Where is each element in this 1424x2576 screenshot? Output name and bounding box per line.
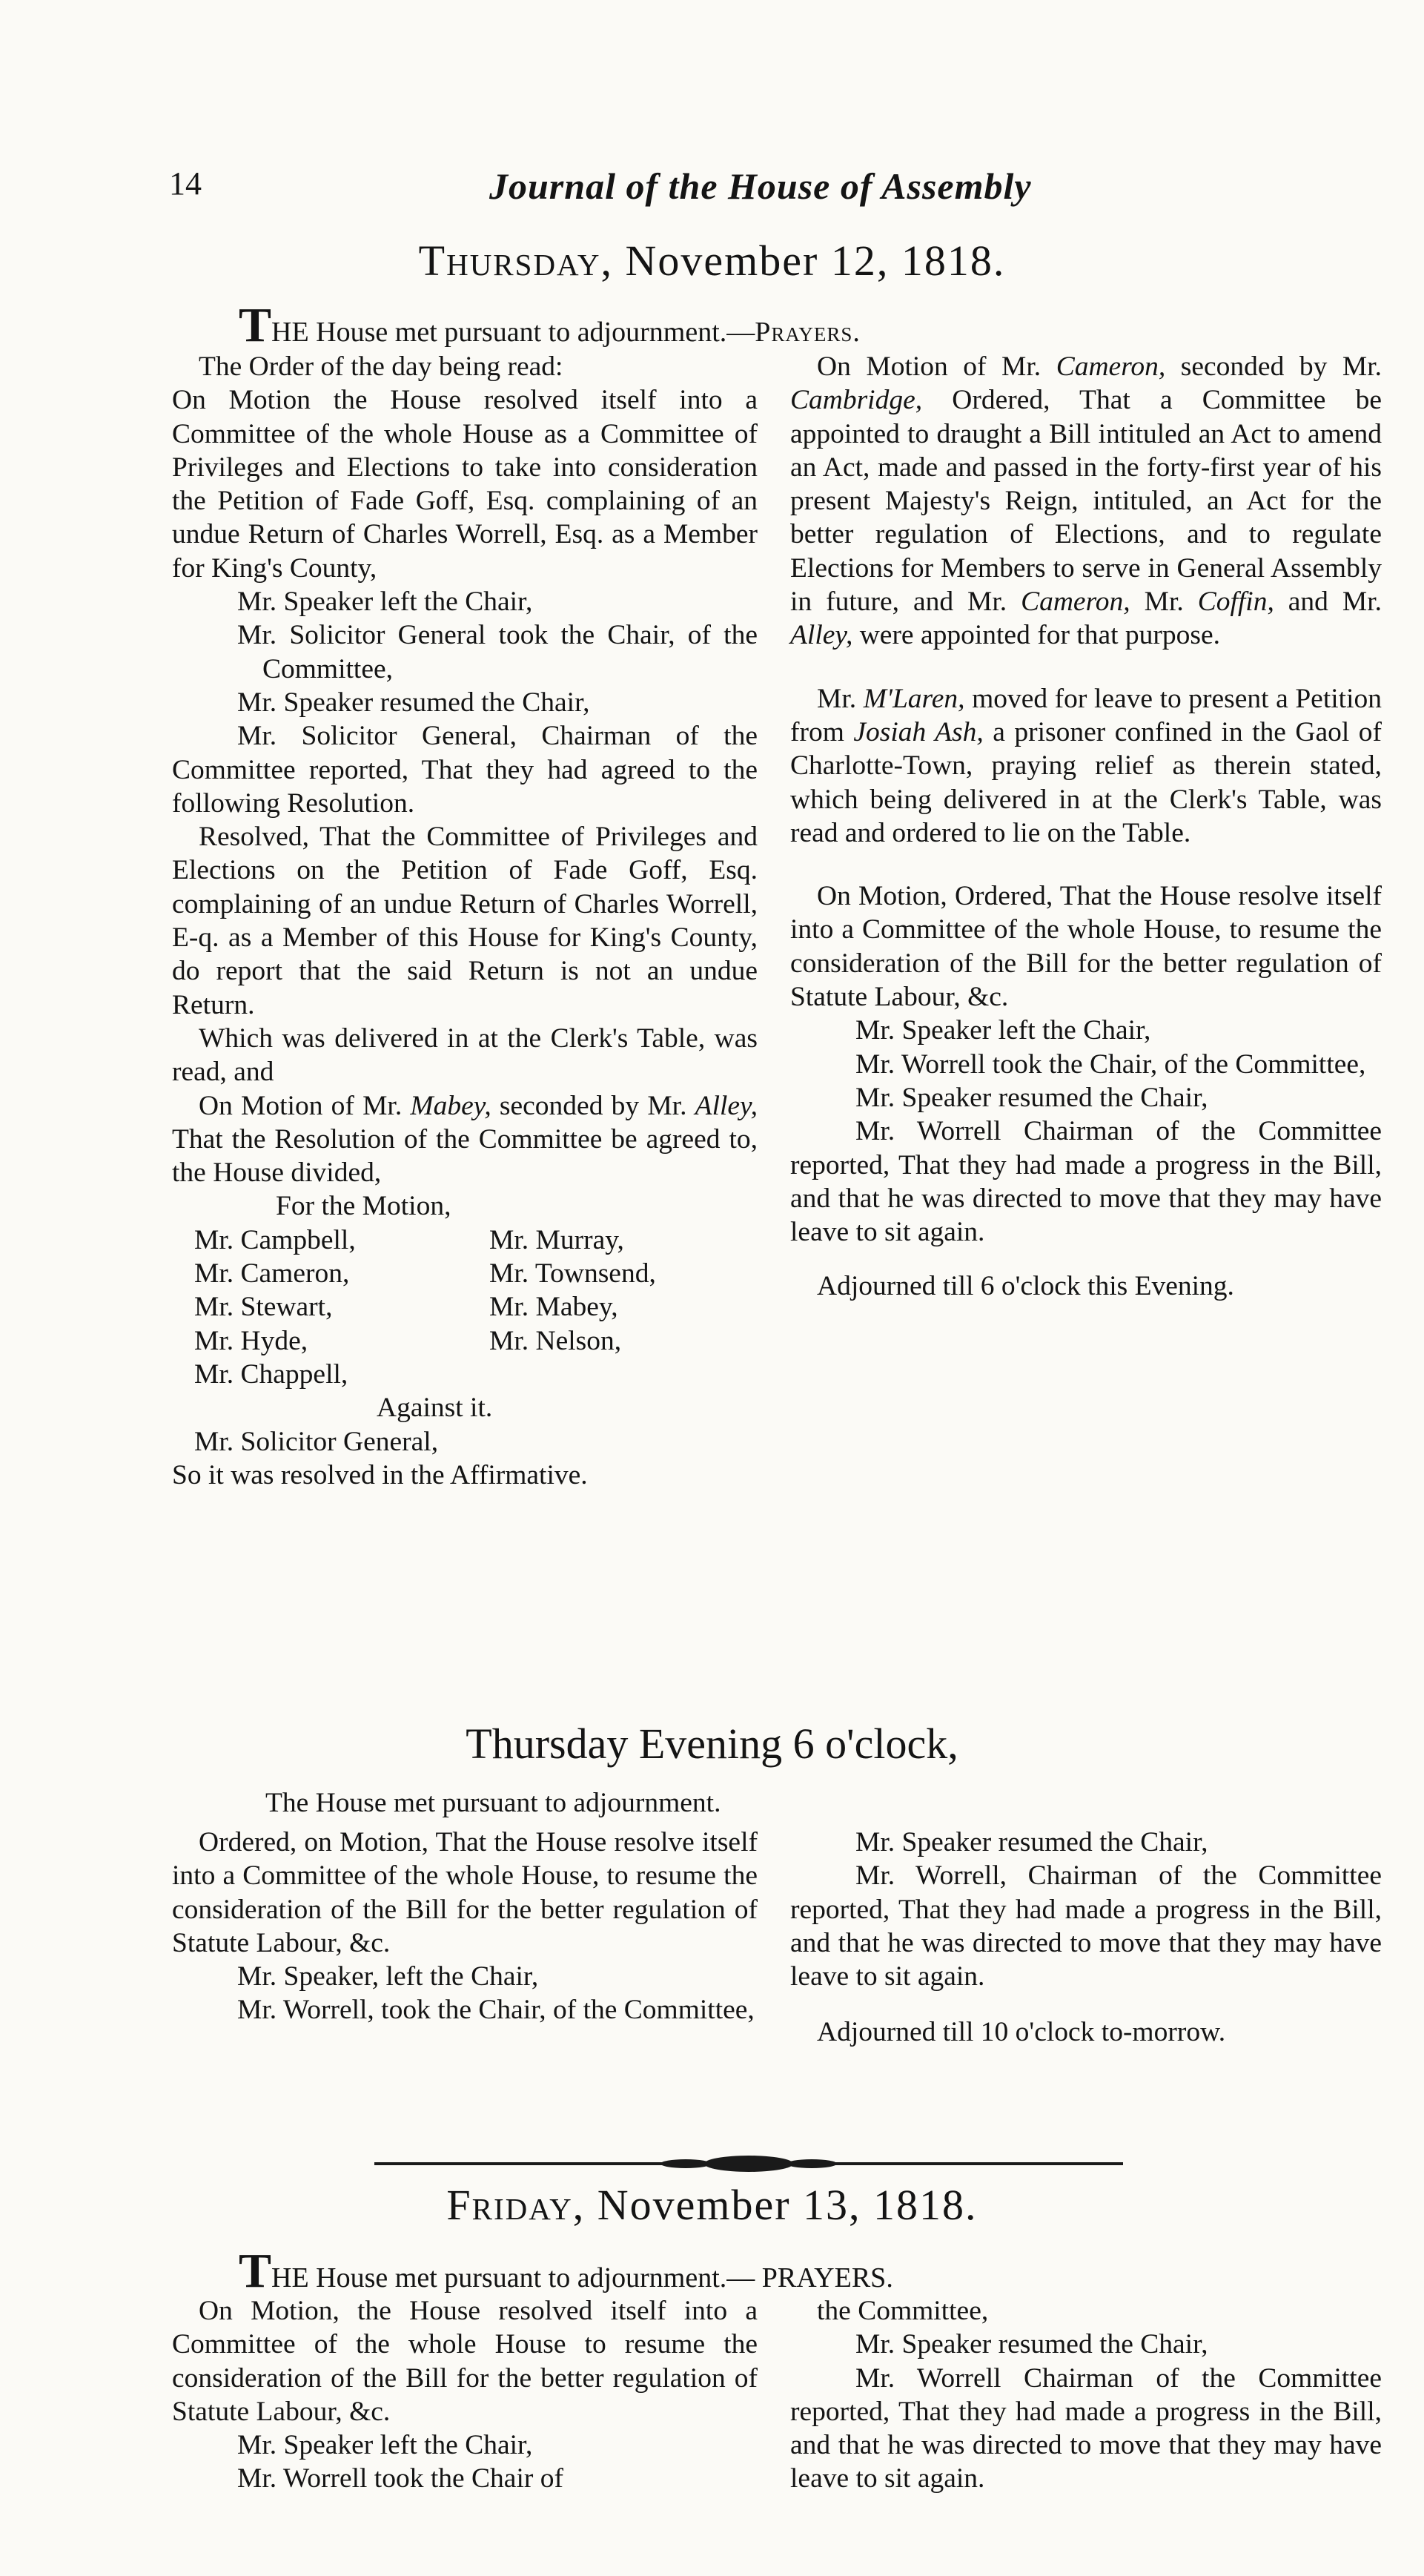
evening-opening: The House met pursuant to adjournment. <box>265 1788 721 1818</box>
opening-text: HE House met pursuant to adjournment.— <box>271 317 755 348</box>
text-run: and Mr. <box>1274 587 1382 618</box>
thursday-left-column <box>172 350 758 1492</box>
against-heading: Against it. <box>377 1393 493 1424</box>
paragraph: On Motion the House resolved itself into a Committee of the whole House as a Committee of Privileges and Elections to take into consideration the Petition of Fade Goff, Esq. complaining of an undue Return of Charles Worrell, Esq. as a Member for King's County, <box>172 385 758 584</box>
paragraph-gap <box>790 653 1382 682</box>
date-heading-thursday <box>0 236 1424 285</box>
ornamental-divider <box>374 2153 1123 2175</box>
paragraph: Mr. Worrell Chairman of the Committee reported, That they had made a progress in the Bill, and that he was directed to move that they may have leave to sit again. <box>790 1116 1382 1248</box>
paragraph: Mr. Speaker resumed the Chair, <box>855 1827 1208 1857</box>
member-vote: Mr. Chappell, <box>194 1358 348 1390</box>
text-run: seconded by Mr. <box>1165 351 1382 382</box>
member-name: Alley, <box>790 620 853 651</box>
votes-for-table <box>194 1223 656 1391</box>
paragraph: Mr. Speaker resumed the Chair, <box>855 1082 1208 1113</box>
paragraph: Mr. Speaker left the Chair, <box>237 2430 533 2461</box>
seconder-name: Alley, <box>695 1090 758 1121</box>
paragraph: Ordered, on Motion, That the House resolve itself into a Committee of the whole House, to resume the consideration of the Bill for the better regulation of Statute Labour, &c. <box>172 1827 758 1958</box>
page-number: 14 <box>169 165 202 202</box>
paragraph: Adjourned till 6 o'clock this Evening. <box>817 1271 1234 1302</box>
paragraph: Mr. Worrell took the Chair of <box>237 2463 563 2494</box>
paragraph: the Committee, <box>817 2296 989 2326</box>
for-heading: For the Motion, <box>276 1191 451 1222</box>
text-run: Mr. <box>817 683 864 714</box>
evening-right-column <box>790 1826 1382 2050</box>
text-run: That the Resolution of the Committee be agreed to, the House divided, <box>172 1123 758 1189</box>
paragraph: Mr. Speaker left the Chair, <box>855 1015 1151 1046</box>
opening-prayers: PRAYERS. <box>761 2262 893 2293</box>
date-heading-date: November 13, 1818. <box>585 2181 978 2229</box>
paragraph: Mr. Speaker resumed the Chair, <box>237 687 590 718</box>
member-vote: Mr. Hyde, <box>194 1325 308 1356</box>
paragraph <box>790 682 1382 850</box>
seconder-name: Cambridge, <box>790 385 923 416</box>
opening-prayers: Prayers. <box>755 317 861 348</box>
member-vote: Mr. Murray, <box>489 1224 624 1255</box>
paragraph <box>790 350 1382 653</box>
date-heading-day: Friday, <box>446 2181 586 2229</box>
paragraph: On Motion, Ordered, That the House resolve itself into a Committee of the whole House, to resume the consideration of the Bill for the better regulation of Statute Labour, &c. <box>790 881 1382 1013</box>
member-vote: Mr. Cameron, <box>194 1258 350 1289</box>
text-run: moved for leave to present a Petition from <box>790 683 1382 747</box>
thursday-right-column <box>790 350 1382 1304</box>
member-vote <box>489 1358 656 1391</box>
vote-row <box>194 1324 656 1358</box>
paragraph: Mr. Solicitor General took the Chair, of the Committee, <box>237 620 758 684</box>
paragraph: Resolved, That the Committee of Privileges and Elections on the Petition of Fade Goff, Esq. complaining of an undue Return of Charles Worrell, E-q. as a Member of this House for King's County, do report that the said Return is not an undue Return. <box>172 822 758 1020</box>
text-run: a prisoner confined in the Gaol of Charlotte-Town, praying relief as therein stated, which being delivered in at the Clerk's Table, was read and ordered to lie on the Table. <box>790 716 1382 848</box>
paragraph-gap <box>790 850 1382 879</box>
evening-left-column <box>172 1826 758 2027</box>
paragraph: Adjourned till 10 o'clock to-morrow. <box>817 2017 1226 2048</box>
member-name: Coffin, <box>1197 587 1274 618</box>
paragraph-gap <box>790 1993 1382 2015</box>
drop-cap: T <box>239 2244 272 2298</box>
drop-cap: T <box>239 298 272 352</box>
vote-row <box>194 1223 656 1257</box>
member-vote: Mr. Campbell, <box>194 1224 356 1255</box>
vote-result: So it was resolved in the Affirmative. <box>172 1459 588 1490</box>
text-run: On Motion of Mr. <box>817 351 1056 382</box>
member-vote: Mr. Nelson, <box>489 1325 622 1356</box>
paragraph: Mr. Worrell, took the Chair, of the Committee, <box>237 1995 755 2026</box>
member-vote: Mr. Townsend, <box>489 1258 656 1289</box>
petitioner-name: Josiah Ash, <box>853 716 984 747</box>
text-run: were appointed for that purpose. <box>852 620 1221 651</box>
date-heading-date: November 12, 1818. <box>613 237 1006 285</box>
friday-left-column <box>172 2294 758 2496</box>
date-heading-day: Thursday, <box>418 237 614 285</box>
mover-name: Mabey, <box>410 1090 491 1121</box>
paragraph-gap <box>790 1249 1382 1269</box>
paragraph: Mr. Speaker, left the Chair, <box>237 1961 539 1992</box>
vote-row <box>194 1358 656 1391</box>
running-head: Journal of the House of Assembly <box>489 165 1032 207</box>
member-name: Cameron, <box>1021 587 1130 618</box>
paragraph: Which was delivered in at the Clerk's Table, was read, and <box>172 1023 758 1088</box>
friday-right-column <box>790 2294 1382 2496</box>
opening-line-thursday <box>239 298 861 352</box>
mover-name: M'Laren, <box>863 683 965 714</box>
evening-heading: Thursday Evening 6 o'clock, <box>466 1720 958 1768</box>
vote-row <box>194 1257 656 1290</box>
member-vote: Mr. Mabey, <box>489 1292 618 1323</box>
paragraph <box>172 1089 758 1190</box>
vote-row <box>194 1290 656 1324</box>
votes-against: Mr. Solicitor General, <box>194 1426 439 1457</box>
paragraph: Mr. Speaker resumed the Chair, <box>855 2329 1208 2360</box>
paragraph: Mr. Speaker left the Chair, <box>237 587 533 618</box>
date-heading-friday <box>0 2180 1424 2230</box>
paragraph: The Order of the day being read: <box>199 351 563 382</box>
paragraph: Mr. Worrell Chairman of the Committee reported, That they had made a progress in the Bill, and that he was directed to move that they may have leave to sit again. <box>790 2362 1382 2494</box>
paragraph: Mr. Worrell took the Chair, of the Committee, <box>855 1048 1366 1080</box>
text-run: Ordered, That a Committee be appointed to draught a Bill intituled an Act to amend an Act, made and passed in the forty-first year of his present Majesty's Reign, intituled, an Act for the better regulation of Elections, and to regulate Elections for Members to serve in General Assembly in future, and Mr. <box>790 385 1382 618</box>
text-run: Mr. <box>1130 587 1198 618</box>
opening-text: HE House met pursuant to adjournment.— <box>271 2262 762 2293</box>
text-run: On Motion of Mr. <box>199 1090 411 1121</box>
text-run: seconded by Mr. <box>491 1090 695 1121</box>
paragraph: On Motion, the House resolved itself into a Committee of the whole House to resume the consideration of the Bill for the better regulation of Statute Labour, &c. <box>172 2296 758 2427</box>
mover-name: Cameron, <box>1056 351 1166 382</box>
member-vote: Mr. Stewart, <box>194 1292 333 1323</box>
paragraph: Mr. Solicitor General, Chairman of the Committee reported, That they had agreed to the following Resolution. <box>172 721 758 819</box>
paragraph: Mr. Worrell, Chairman of the Committee reported, That they had made a progress in the Bill, and that he was directed to move that they may have leave to sit again. <box>790 1860 1382 1992</box>
opening-line-friday <box>239 2244 893 2298</box>
